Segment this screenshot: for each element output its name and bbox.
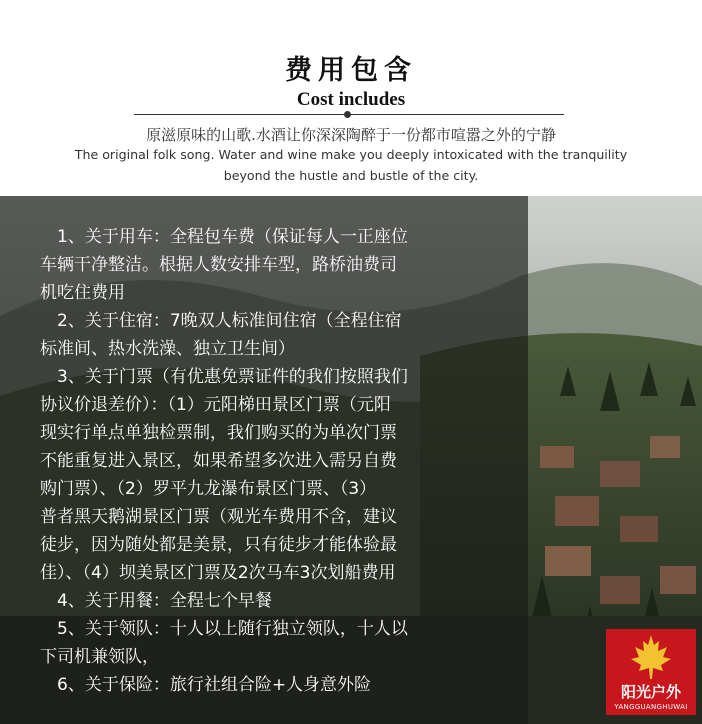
cost-line: 下司机兼领队， <box>40 647 159 667</box>
cost-line: 1、关于用车：全程包车费（保证每人一正座位 <box>40 227 408 247</box>
cost-line: 车辆干净整洁。根据人数安排车型，路桥油费司 <box>40 255 397 275</box>
title-divider-dot <box>344 111 351 118</box>
cost-line: 不能重复进入景区，如果希望多次进入需另自费 <box>40 451 397 471</box>
cost-line: 购门票）、（2）罗平九龙瀑布景区门票、（3） <box>40 479 377 499</box>
subtitle-en-line2: beyond the hustle and bustle of the city. <box>223 168 479 183</box>
cost-line: 2、关于住宿：7晚双人标准间住宿（全程住宿 <box>40 311 402 331</box>
cost-line: 5、关于领队：十人以上随行独立领队，十人以 <box>40 619 408 639</box>
cost-line: 3、关于门票（有优惠免票证件的我们按照我们 <box>40 367 408 387</box>
subtitle-en <box>0 144 702 186</box>
brand-name-cn: 阳光户外 <box>620 683 681 701</box>
cost-line: 徒步，因为随处都是美景，只有徒步才能体验最 <box>40 535 397 555</box>
cost-line: 标准间、热水洗澡、独立卫生间） <box>40 339 295 359</box>
cost-line: 佳）、（4）坝美景区门票及2次马车3次划船费用 <box>40 563 396 583</box>
cost-details <box>40 223 510 699</box>
cost-line: 普者黑天鹅湖景区门票（观光车费用不含，建议 <box>40 507 397 527</box>
cost-line: 机吃住费用 <box>40 283 125 303</box>
cost-line: 协议价退差价）：（1）元阳梯田景区门票（元阳 <box>40 395 391 415</box>
brand-logo <box>606 629 696 715</box>
cost-line: 6、关于保险：旅行社组合险+人身意外险 <box>40 675 372 695</box>
subtitle-cn: 原滋原味的山歌.水酒让你深深陶醉于一份都市喧嚣之外的宁静 <box>146 126 556 144</box>
header-section <box>0 0 702 196</box>
maple-leaf-icon <box>629 633 673 681</box>
page-title-cn: 费用包含 <box>285 55 417 86</box>
cost-line: 4、关于用餐：全程七个早餐 <box>40 591 272 611</box>
subtitle-en-line1: The original folk song. Water and wine make you deeply intoxicated with the tranquility <box>74 147 628 162</box>
page-title-en: Cost includes <box>296 89 406 110</box>
cost-line: 现实行单点单独检票制，我们购买的为单次门票 <box>40 423 397 443</box>
brand-name-en: YANGGUANGHUWAI <box>614 703 688 711</box>
